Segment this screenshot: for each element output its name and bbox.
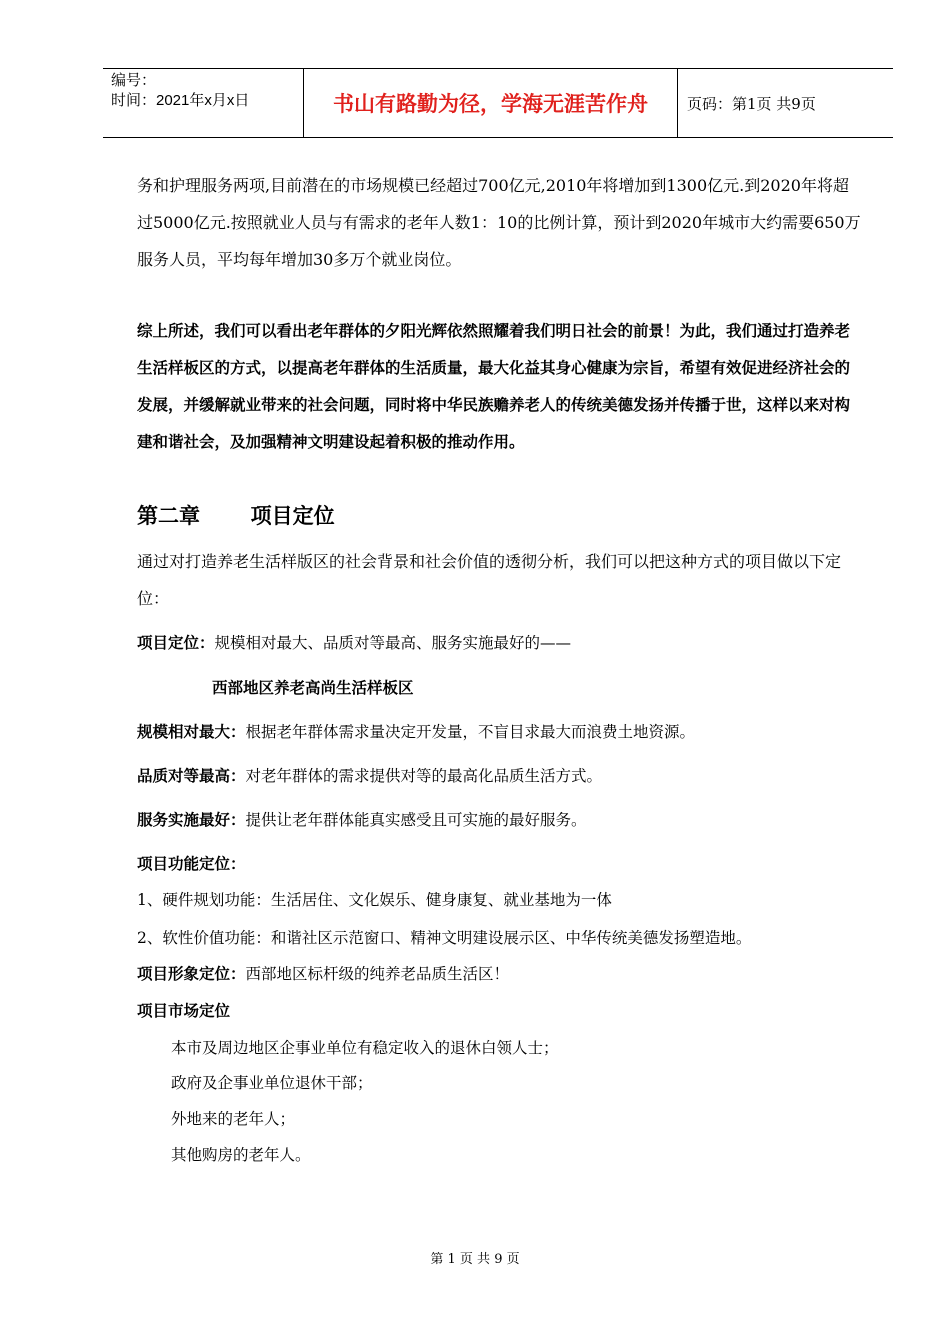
scale-line [137,720,695,742]
image-positioning-label: 项目形象定位： [137,965,246,983]
header-meta [111,71,303,111]
header-motto: 书山有路勤为径，学海无涯苦作舟 [333,92,648,116]
service-label: 服务实施最好： [137,811,246,829]
date-label: 时间：2021年x月x日 [111,92,250,109]
number-label: 编号： [111,72,157,89]
chapter-number: 第二章 [137,504,200,528]
market-positioning-label: 项目市场定位 [137,1002,231,1020]
chapter-heading [137,500,335,530]
positioning-subtitle: 西部地区养老高尚生活样板区 [212,679,414,697]
market-item: 其他购房的老年人。 [171,1146,311,1164]
image-positioning-text: 西部地区标杆级的纯养老品质生活区！ [245,965,510,983]
image-positioning-line [137,962,509,984]
chapter-title: 项目定位 [250,504,335,528]
header-page-info: 页码：第1页 共9页 [687,94,816,113]
service-line [137,808,587,830]
function-item: 1、硬件规划功能：生活居住、文化娱乐、健身康复、就业基地为一体 [137,891,612,909]
market-item: 政府及企事业单位退休干部； [171,1074,373,1092]
header-divider [677,69,678,137]
positioning-text: 规模相对最大、品质对等最高、服务实施最好的—— [214,634,572,652]
market-paragraph: 务和护理服务两项,目前潜在的市场规模已经超过700亿元,2010年将增加到1300亿元.到2020年将超过5000亿元.按照就业人员与有需求的老年人数1：10的比例计算，预计到2020年城市大约需要650万服务人员，平均每年增加30多万个就业岗位。 [137,176,861,269]
scale-label: 规模相对最大： [137,723,246,741]
page-footer: 第 1 页 共 9 页 [430,1252,520,1267]
positioning-line [137,631,571,653]
function-item: 2、软性价值功能：和谐社区示范窗口、精神文明建设展示区、中华传统美德发扬塑造地。 [137,929,752,947]
summary-paragraph: 综上所述，我们可以看出老年群体的夕阳光辉依然照耀着我们明日社会的前景！为此，我们通过打造养老生活样板区的方式，以提高老年群体的生活质量，最大化益其身心健康为宗旨，希望有效促进经济社会的发展，并缓解就业带来的社会问题，同时将中华民族赡养老人的传统美德发扬并传播于世，这样以来对构建和谐社会，及加强精神文明建设起着积极的推动作用。 [137,322,851,451]
page-header [103,68,893,138]
service-text: 提供让老年群体能真实感受且可实施的最好服务。 [245,811,587,829]
function-label: 项目功能定位： [137,855,246,873]
positioning-label: 项目定位： [137,634,215,652]
quality-label: 品质对等最高： [137,767,246,785]
quality-line [137,764,602,786]
market-item: 外地来的老年人； [171,1110,296,1128]
scale-text: 根据老年群体需求量决定开发量，不盲目求最大而浪费土地资源。 [245,723,696,741]
market-item: 本市及周边地区企事业单位有稳定收入的退休白领人士； [171,1039,559,1057]
quality-text: 对老年群体的需求提供对等的最高化品质生活方式。 [245,767,603,785]
intro-paragraph: 通过对打造养老生活样版区的社会背景和社会价值的透彻分析，我们可以把这种方式的项目做以下定位： [137,552,842,608]
